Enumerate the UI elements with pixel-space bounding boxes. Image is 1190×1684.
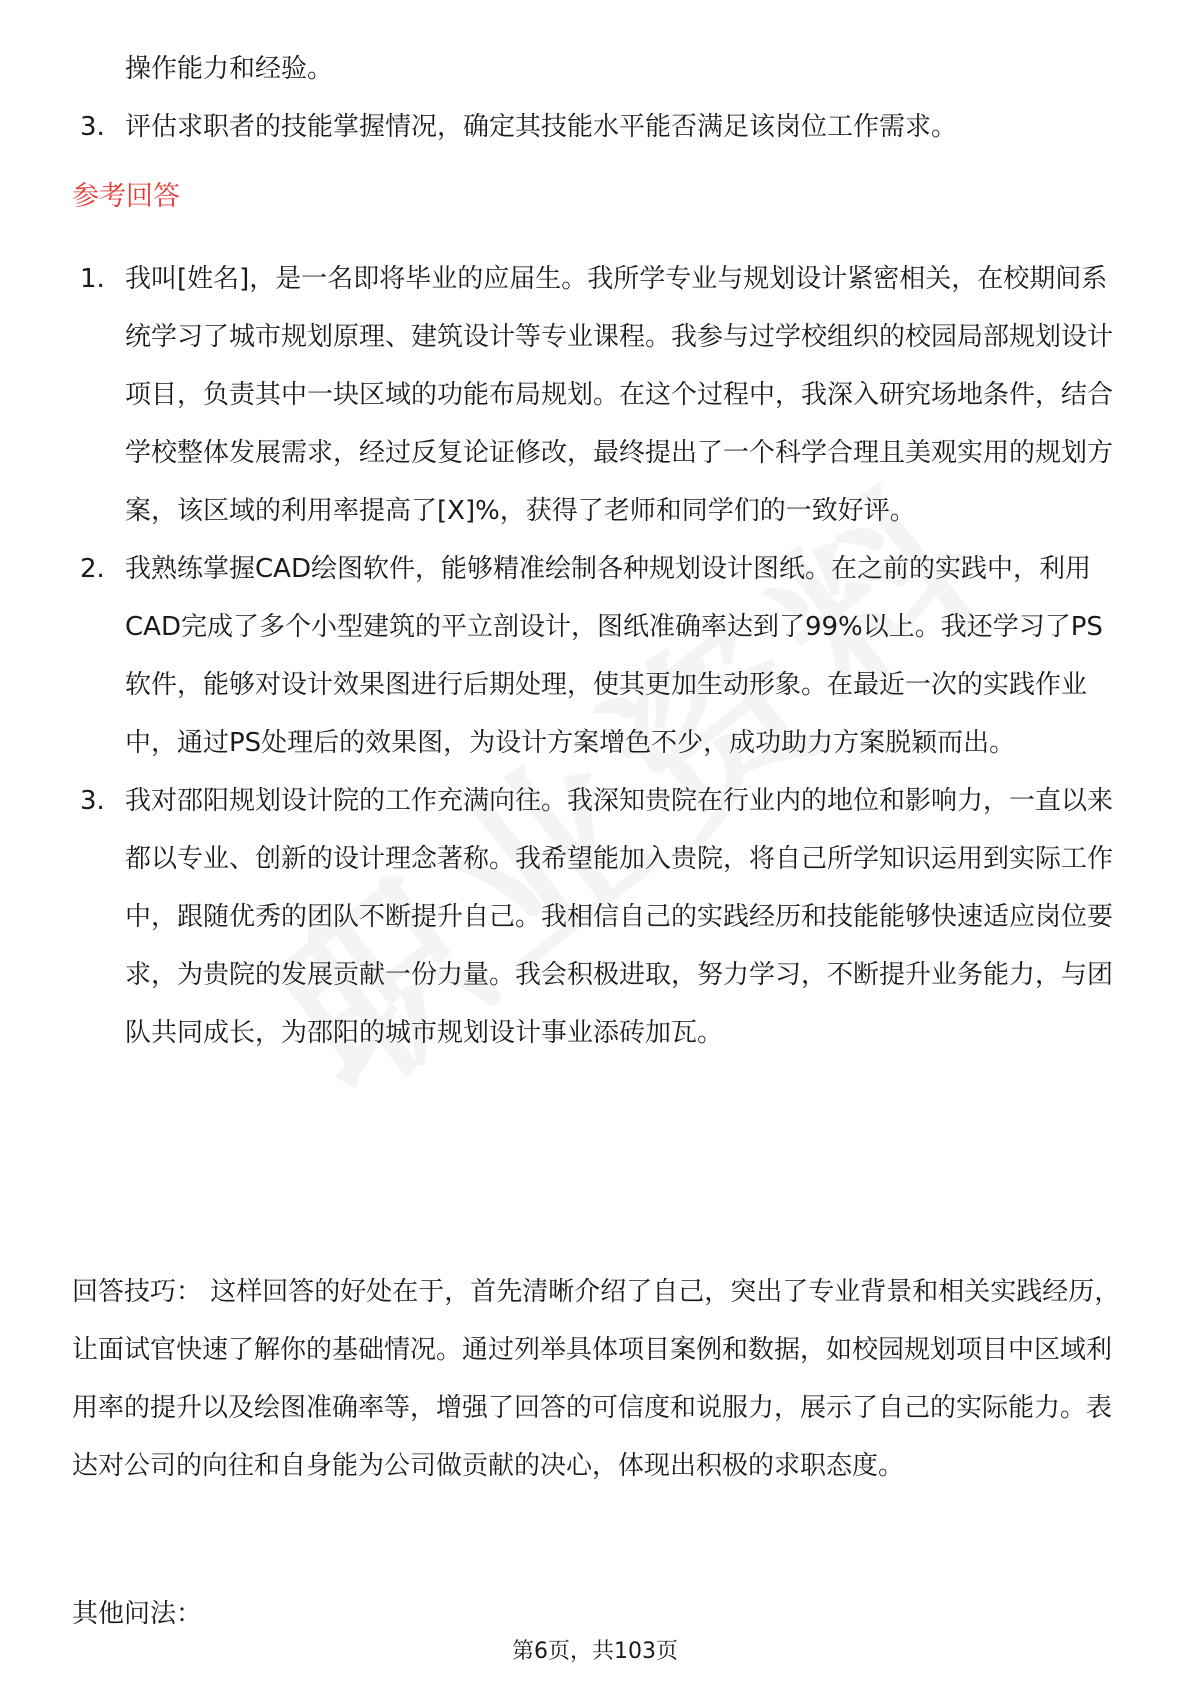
continuation-text: 操作能力和经验。 xyxy=(125,54,334,84)
list-text: 我熟练掌握CAD绘图软件，能够精准绘制各种规划设计图纸。在之前的实践中，利用CAD完成了多个小型建筑的平立剖设计，图纸准确率达到了99%以上。我还学习了PS软件，能够对设计效果图进行后期处理，使其更加生动形象。在最近一次的实践作业中，通过PS处理后的效果图，为设计方案增色不少，成功助力方案脱颖而出。 xyxy=(125,554,1103,758)
page-number-footer: 第6页，共103页 xyxy=(512,1639,678,1664)
list-number: 1. xyxy=(80,264,105,294)
list-number: 3. xyxy=(80,112,105,142)
list-text: 评估求职者的技能掌握情况，确定其技能水平能否满足该岗位工作需求。 xyxy=(125,112,958,142)
list-item xyxy=(80,540,1120,772)
other-questions-label: 其他问法： xyxy=(72,1599,203,1629)
list-item xyxy=(80,772,1120,1062)
intro-list xyxy=(80,98,1120,156)
answer-tips-paragraph: 回答技巧： 这样回答的好处在于，首先清晰介绍了自己，突出了专业背景和相关实践经历，让面试官快速了解你的基础情况。通过列举具体项目案例和数据，如校园规划项目中区域利用率的提升以及绘图准确率等，增强了回答的可信度和说服力，展示了自己的实际能力。表达对公司的向往和自身能为公司做贡献的决心，体现出积极的求职态度。 xyxy=(72,1277,1121,1481)
list-number: 2. xyxy=(80,554,105,584)
reference-answer-list xyxy=(80,250,1120,1062)
list-item xyxy=(80,98,1120,156)
list-number: 3. xyxy=(80,786,105,816)
list-item xyxy=(80,250,1120,540)
list-text: 我叫[姓名]，是一名即将毕业的应届生。我所学专业与规划设计紧密相关，在校期间系统学习了城市规划原理、建筑设计等专业课程。我参与过学校组织的校园局部规划设计项目，负责其中一块区域的功能布局规划。在这个过程中，我深入研究场地条件，结合学校整体发展需求，经过反复论证修改，最终提出了一个科学合理且美观实用的规划方案，该区域的利用率提高了[X]%，获得了老师和同学们的一致好评。 xyxy=(125,264,1114,526)
section-title-reference-answer: 参考回答 xyxy=(72,181,180,212)
list-text: 我对邵阳规划设计院的工作充满向往。我深知贵院在行业内的地位和影响力，一直以来都以专业、创新的设计理念著称。我希望能加入贵院，将自己所学知识运用到实际工作中，跟随优秀的团队不断提升自己。我相信自己的实践经历和技能能够快速适应岗位要求，为贵院的发展贡献一份力量。我会积极进取，努力学习，不断提升业务能力，与团队共同成长，为邵阳的城市规划设计事业添砖加瓦。 xyxy=(125,786,1114,1048)
